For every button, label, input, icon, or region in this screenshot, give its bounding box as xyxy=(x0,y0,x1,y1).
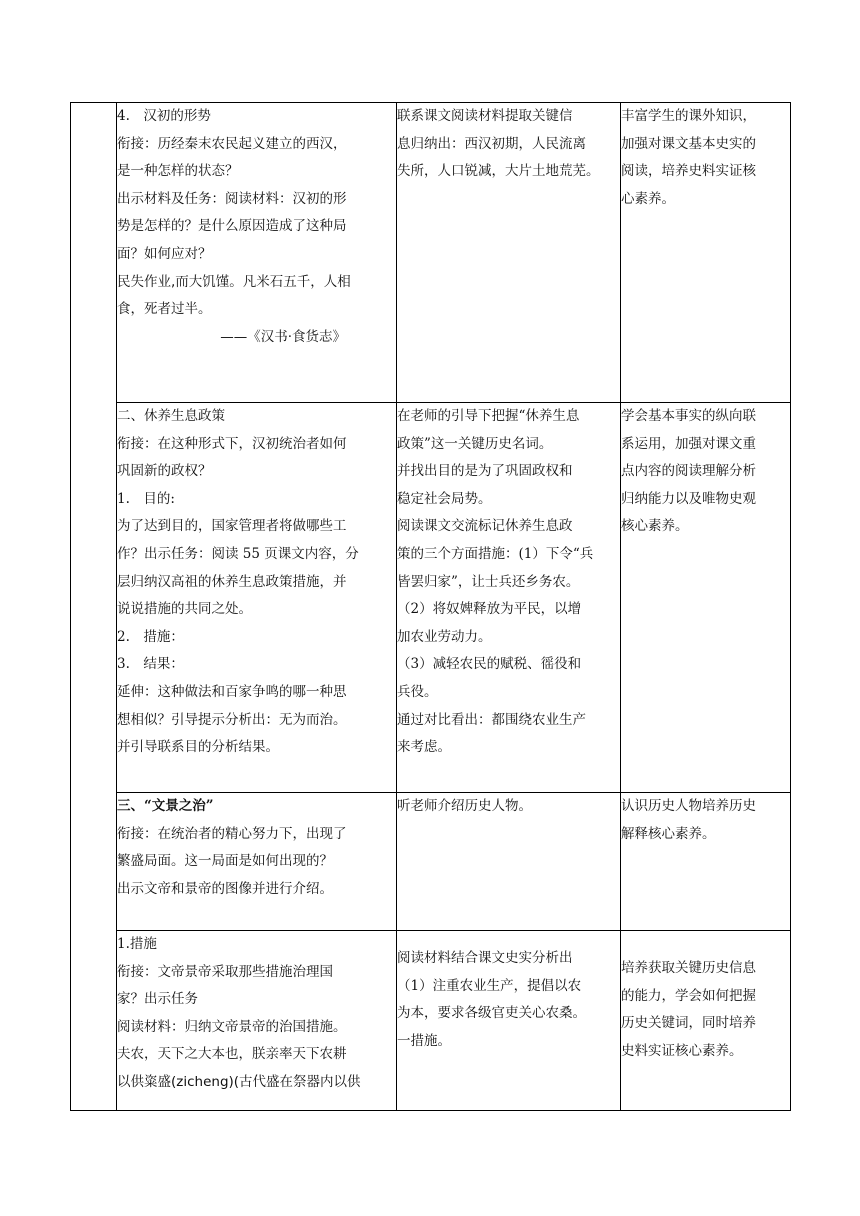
section-heading: 二、休养生息政策 xyxy=(117,408,225,424)
design-intent-cell: 认识历史人物培养历史 解释核心素养。 xyxy=(621,793,791,931)
table-row xyxy=(71,403,791,793)
source-quote: 食，死者过半。 xyxy=(117,301,212,318)
student-activity-cell: 在老师的引导下把握“休养生息 政策”这一关键历史名词。 并找出目的是为了巩固政权和 稳定社会局势。 阅读课文交流标记休养生息政 策的三个方面措施：(1）下令“兵 皆罢归家”，让士兵还乡务农。 （2）将奴婢释放为平民，以增 加农业劳动力。 （3）减轻农民的赋税、徭役和 兵役。 通过对比看出：都围绕农业生产 来考虑。 xyxy=(397,403,621,793)
section-heading: 三、“文景之治” xyxy=(117,798,214,814)
design-intent-cell: 丰富学生的课外知识， 加强对课文基本史实的 阅读，培养史料实证核 心素养。 xyxy=(621,103,791,403)
teacher-activity-cell: 二、休养生息政策 衔接：在这种形式下，汉初统治者如何 巩固新的政权？ 1. 目的: 为了达到目的，国家管理者将做哪些工 作？出示任务：阅读 55 页课文内容，分 层归纳汉高祖的休养生息政策措施，并 说说措施的共同之处。 2. 措施： 3. 结果： 延伸：这种做法和百家争鸣的哪一种思 想相似？引导提示分析出：无为而治。 并引导联系目的分析结果。 xyxy=(117,403,397,793)
student-activity-cell: 听老师介绍历史人物。 xyxy=(397,793,621,931)
stage-column xyxy=(71,103,117,1111)
source-quote: 以供粢盛(zicheng)(古代盛在祭器内以供 xyxy=(117,1073,361,1090)
teacher-activity-cell: 4. 汉初的形势 衔接：历经秦末农民起义建立的西汉， 是一种怎样的状态？ 出示材料及任务：阅读材料：汉初的形 势是怎样的？是什么原因造成了这种局 面？如何应对？ 民失作业,而大饥馑。凡米石五千，人相 食，死者过半。 ——《汉书·食货志》 xyxy=(117,103,397,403)
source-quote: 民失作业,而大饥馑。凡米石五千，人相 xyxy=(117,273,351,290)
student-activity-cell: 联系课文阅读材料提取关键信 息归纳出：西汉初期，人民流离 失所，人口锐减，大片土地荒芜。 xyxy=(397,103,621,403)
table-row xyxy=(71,793,791,931)
design-intent-cell: 培养获取关键历史信息 的能力，学会如何把握 历史关键词，同时培养 史料实证核心素养。 xyxy=(621,931,791,1111)
section-heading: 4. 汉初的形势 xyxy=(117,108,211,124)
teacher-activity-cell: 1.措施 衔接：文帝景帝采取那些措施治理国 家？出示任务 阅读材料：归纳文帝景帝的治国措施。 夫农，天下之大本也，朕亲率天下农耕 以供粢盛(zicheng)(古代盛在祭器内以供 xyxy=(117,931,397,1111)
source-quote: 夫农，天下之大本也，朕亲率天下农耕 xyxy=(117,1046,347,1063)
section-heading: 1.措施 xyxy=(117,936,157,952)
teacher-activity-cell: 三、“文景之治” 衔接：在统治者的精心努力下，出现了 繁盛局面。这一局面是如何出现的？ 出示文帝和景帝的图像并进行介绍。 xyxy=(117,793,397,931)
table-row xyxy=(71,931,791,1111)
table-row xyxy=(71,103,791,403)
student-activity-cell: 阅读材料结合课文史实分析出 （1）注重农业生产，提倡以农 为本，要求各级官吏关心农桑。 一措施。 xyxy=(397,931,621,1111)
source-citation: ——《汉书·食货志》 xyxy=(220,328,346,345)
design-intent-cell: 学会基本事实的纵向联 系运用，加强对课文重 点内容的阅读理解分析 归纳能力以及唯物史观 核心素养。 xyxy=(621,403,791,793)
lesson-plan-table xyxy=(70,102,791,1111)
